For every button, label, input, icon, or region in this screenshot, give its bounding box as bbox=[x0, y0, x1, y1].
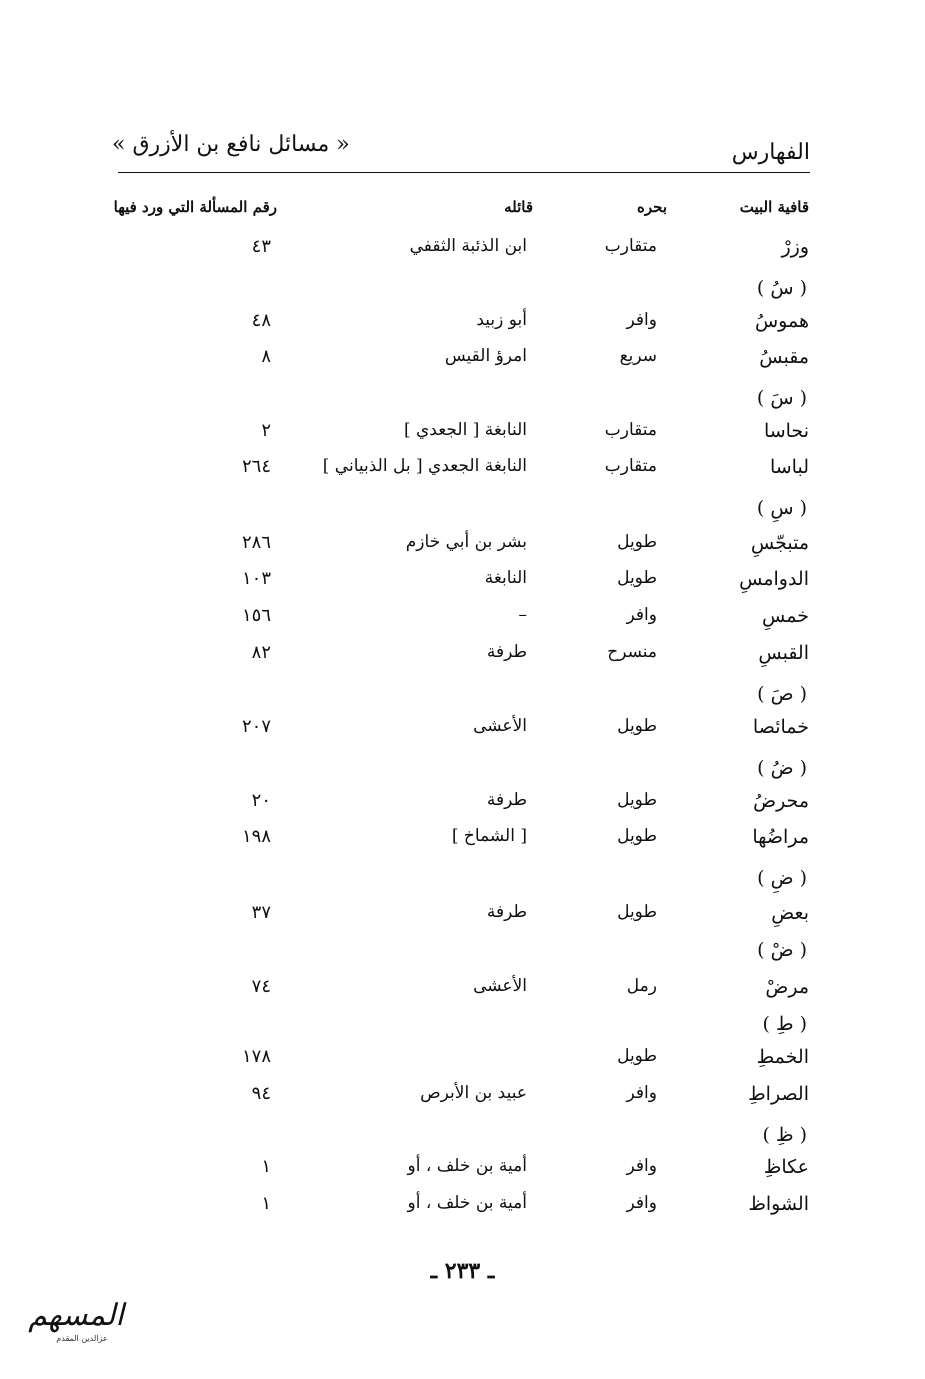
meter-cell: طويل bbox=[617, 790, 657, 810]
poet-cell: بشر بن أبي خازم bbox=[405, 532, 527, 552]
table-row bbox=[0, 456, 925, 492]
meter-cell: سريع bbox=[619, 346, 657, 366]
poet-cell: امرؤ القيس bbox=[444, 346, 527, 366]
book-title: « مسائل نافع بن الأزرق » bbox=[112, 132, 350, 157]
meter-cell: وافر bbox=[626, 605, 657, 625]
rhyme-cell: نحاسا bbox=[763, 420, 809, 442]
meter-cell: طويل bbox=[617, 532, 657, 552]
poet-cell: النابغة bbox=[484, 568, 527, 588]
question-number-cell: ١٠٣ bbox=[241, 568, 271, 589]
rhyme-cell: مرضْ bbox=[765, 976, 809, 998]
poet-cell: – bbox=[518, 605, 527, 625]
poet-cell: الأعشى bbox=[473, 976, 527, 996]
table-row bbox=[0, 826, 925, 862]
table-row bbox=[0, 420, 925, 456]
table-row bbox=[0, 1083, 925, 1119]
table-row bbox=[0, 902, 925, 938]
group-label: ( ضِ ) bbox=[757, 867, 807, 889]
poet-cell: طرفة bbox=[486, 902, 527, 922]
meter-cell: وافر bbox=[626, 1156, 657, 1176]
rhyme-cell: هموسُ bbox=[754, 310, 809, 332]
table-row bbox=[0, 568, 925, 604]
poet-cell: النابغة [ الجعدي ] bbox=[403, 420, 527, 440]
poet-cell: أبو زبيد bbox=[476, 310, 527, 330]
letter-group-heading bbox=[0, 1124, 925, 1160]
question-number-cell: ٢٨٦ bbox=[241, 532, 271, 553]
table-row bbox=[0, 790, 925, 826]
question-number-cell: ٨ bbox=[261, 346, 271, 367]
question-number-cell: ١ bbox=[261, 1193, 271, 1214]
question-number-cell: ١ bbox=[261, 1156, 271, 1177]
table-row bbox=[0, 605, 925, 641]
rhyme-cell: بعضِ bbox=[771, 902, 809, 924]
meter-cell: وافر bbox=[626, 1193, 657, 1213]
question-number-cell: ٢٠٧ bbox=[241, 716, 271, 737]
meter-cell: طويل bbox=[617, 716, 657, 736]
rhyme-cell: عكاظِ bbox=[763, 1156, 809, 1178]
poet-cell: عبيد بن الأبرص bbox=[420, 1083, 527, 1103]
question-number-cell: ٢٦٤ bbox=[241, 456, 271, 477]
question-number-cell: ٤٨ bbox=[251, 310, 271, 331]
library-stamp bbox=[12, 1298, 142, 1350]
letter-group-heading bbox=[0, 683, 925, 719]
stamp-subtext: عزالدين المقدم bbox=[56, 1334, 108, 1343]
rhyme-cell: مقبسُ bbox=[759, 346, 809, 368]
rhyme-cell: وزرْ bbox=[781, 236, 809, 258]
meter-cell: متقارب bbox=[604, 456, 657, 476]
letter-group-heading bbox=[0, 277, 925, 313]
question-number-cell: ٢ bbox=[261, 420, 271, 441]
letter-group-heading bbox=[0, 1013, 925, 1049]
letter-group-heading bbox=[0, 387, 925, 423]
rhyme-cell: لباسا bbox=[769, 456, 809, 478]
table-row bbox=[0, 236, 925, 272]
meter-cell: متقارب bbox=[604, 420, 657, 440]
rhyme-cell: محرضُ bbox=[753, 790, 809, 812]
meter-cell: منسرح bbox=[607, 642, 657, 662]
stamp-mark: المسهم bbox=[28, 1298, 124, 1333]
rhyme-cell: الخمطِ bbox=[756, 1046, 809, 1068]
poet-cell: أمية بن خلف ، أو bbox=[407, 1156, 527, 1176]
column-header-poet: قائله bbox=[504, 198, 533, 216]
table-row bbox=[0, 310, 925, 346]
table-row bbox=[0, 532, 925, 568]
letter-group-heading bbox=[0, 939, 925, 975]
group-label: ( ضْ ) bbox=[757, 939, 807, 961]
rhyme-cell: خمائصا bbox=[752, 716, 809, 738]
meter-cell: طويل bbox=[617, 902, 657, 922]
table-row bbox=[0, 976, 925, 1012]
question-number-cell: ٧٤ bbox=[251, 976, 271, 997]
meter-cell: طويل bbox=[617, 826, 657, 846]
poet-cell: النابغة الجعدي [ بل الذبياني ] bbox=[322, 456, 527, 476]
question-number-cell: ٢٠ bbox=[251, 790, 271, 811]
poet-cell: طرفة bbox=[486, 642, 527, 662]
page-number: ـ ٢٣٣ ـ bbox=[430, 1258, 495, 1284]
header-rule bbox=[118, 172, 810, 173]
question-number-cell: ٩٤ bbox=[251, 1083, 271, 1104]
meter-cell: وافر bbox=[626, 1083, 657, 1103]
meter-cell: طويل bbox=[617, 568, 657, 588]
poet-cell: الأعشى bbox=[473, 716, 527, 736]
question-number-cell: ٣٧ bbox=[251, 902, 271, 923]
rhyme-cell: متبجّسِ bbox=[750, 532, 809, 554]
rhyme-cell: مراضُها bbox=[752, 826, 809, 848]
table-row bbox=[0, 1193, 925, 1229]
poet-cell: طرفة bbox=[486, 790, 527, 810]
column-header-question: رقم المسألة التي ورد فيها bbox=[113, 198, 277, 216]
poet-cell: أمية بن خلف ، أو bbox=[407, 1193, 527, 1213]
letter-group-heading bbox=[0, 497, 925, 533]
rhyme-cell: الصراطِ bbox=[748, 1083, 809, 1105]
letter-group-heading bbox=[0, 867, 925, 903]
poet-cell: [ الشماخ ] bbox=[451, 826, 527, 846]
table-row bbox=[0, 346, 925, 382]
rhyme-cell: الدوامسِ bbox=[739, 568, 809, 590]
meter-cell: متقارب bbox=[604, 236, 657, 256]
table-row bbox=[0, 716, 925, 752]
question-number-cell: ١٩٨ bbox=[241, 826, 271, 847]
poet-cell: ابن الذئبة الثقفي bbox=[409, 236, 527, 256]
question-number-cell: ١٧٨ bbox=[241, 1046, 271, 1067]
section-title: الفهارس bbox=[731, 140, 810, 165]
group-label: ( طِ ) bbox=[762, 1013, 807, 1035]
group-label: ( سُ ) bbox=[756, 277, 807, 299]
table-row bbox=[0, 642, 925, 678]
group-label: ( صَ ) bbox=[757, 683, 807, 705]
meter-cell: رمل bbox=[626, 976, 657, 996]
rhyme-cell: القبسِ bbox=[758, 642, 809, 664]
table-row bbox=[0, 1046, 925, 1082]
group-label: ( ضُ ) bbox=[757, 757, 807, 779]
meter-cell: وافر bbox=[626, 310, 657, 330]
rhyme-cell: خمسِ bbox=[762, 605, 809, 627]
question-number-cell: ٨٢ bbox=[251, 642, 271, 663]
letter-group-heading bbox=[0, 757, 925, 793]
table-row bbox=[0, 1156, 925, 1192]
question-number-cell: ١٥٦ bbox=[241, 605, 271, 626]
column-header-rhyme: قافية البيت bbox=[739, 198, 809, 216]
group-label: ( سَ ) bbox=[756, 387, 807, 409]
running-header bbox=[112, 128, 810, 172]
column-header-meter: بحره bbox=[637, 198, 667, 216]
rhyme-cell: الشواظ bbox=[748, 1193, 809, 1215]
group-label: ( سِ ) bbox=[756, 497, 807, 519]
question-number-cell: ٤٣ bbox=[251, 236, 271, 257]
group-label: ( ظِ ) bbox=[762, 1124, 807, 1146]
meter-cell: طويل bbox=[617, 1046, 657, 1066]
